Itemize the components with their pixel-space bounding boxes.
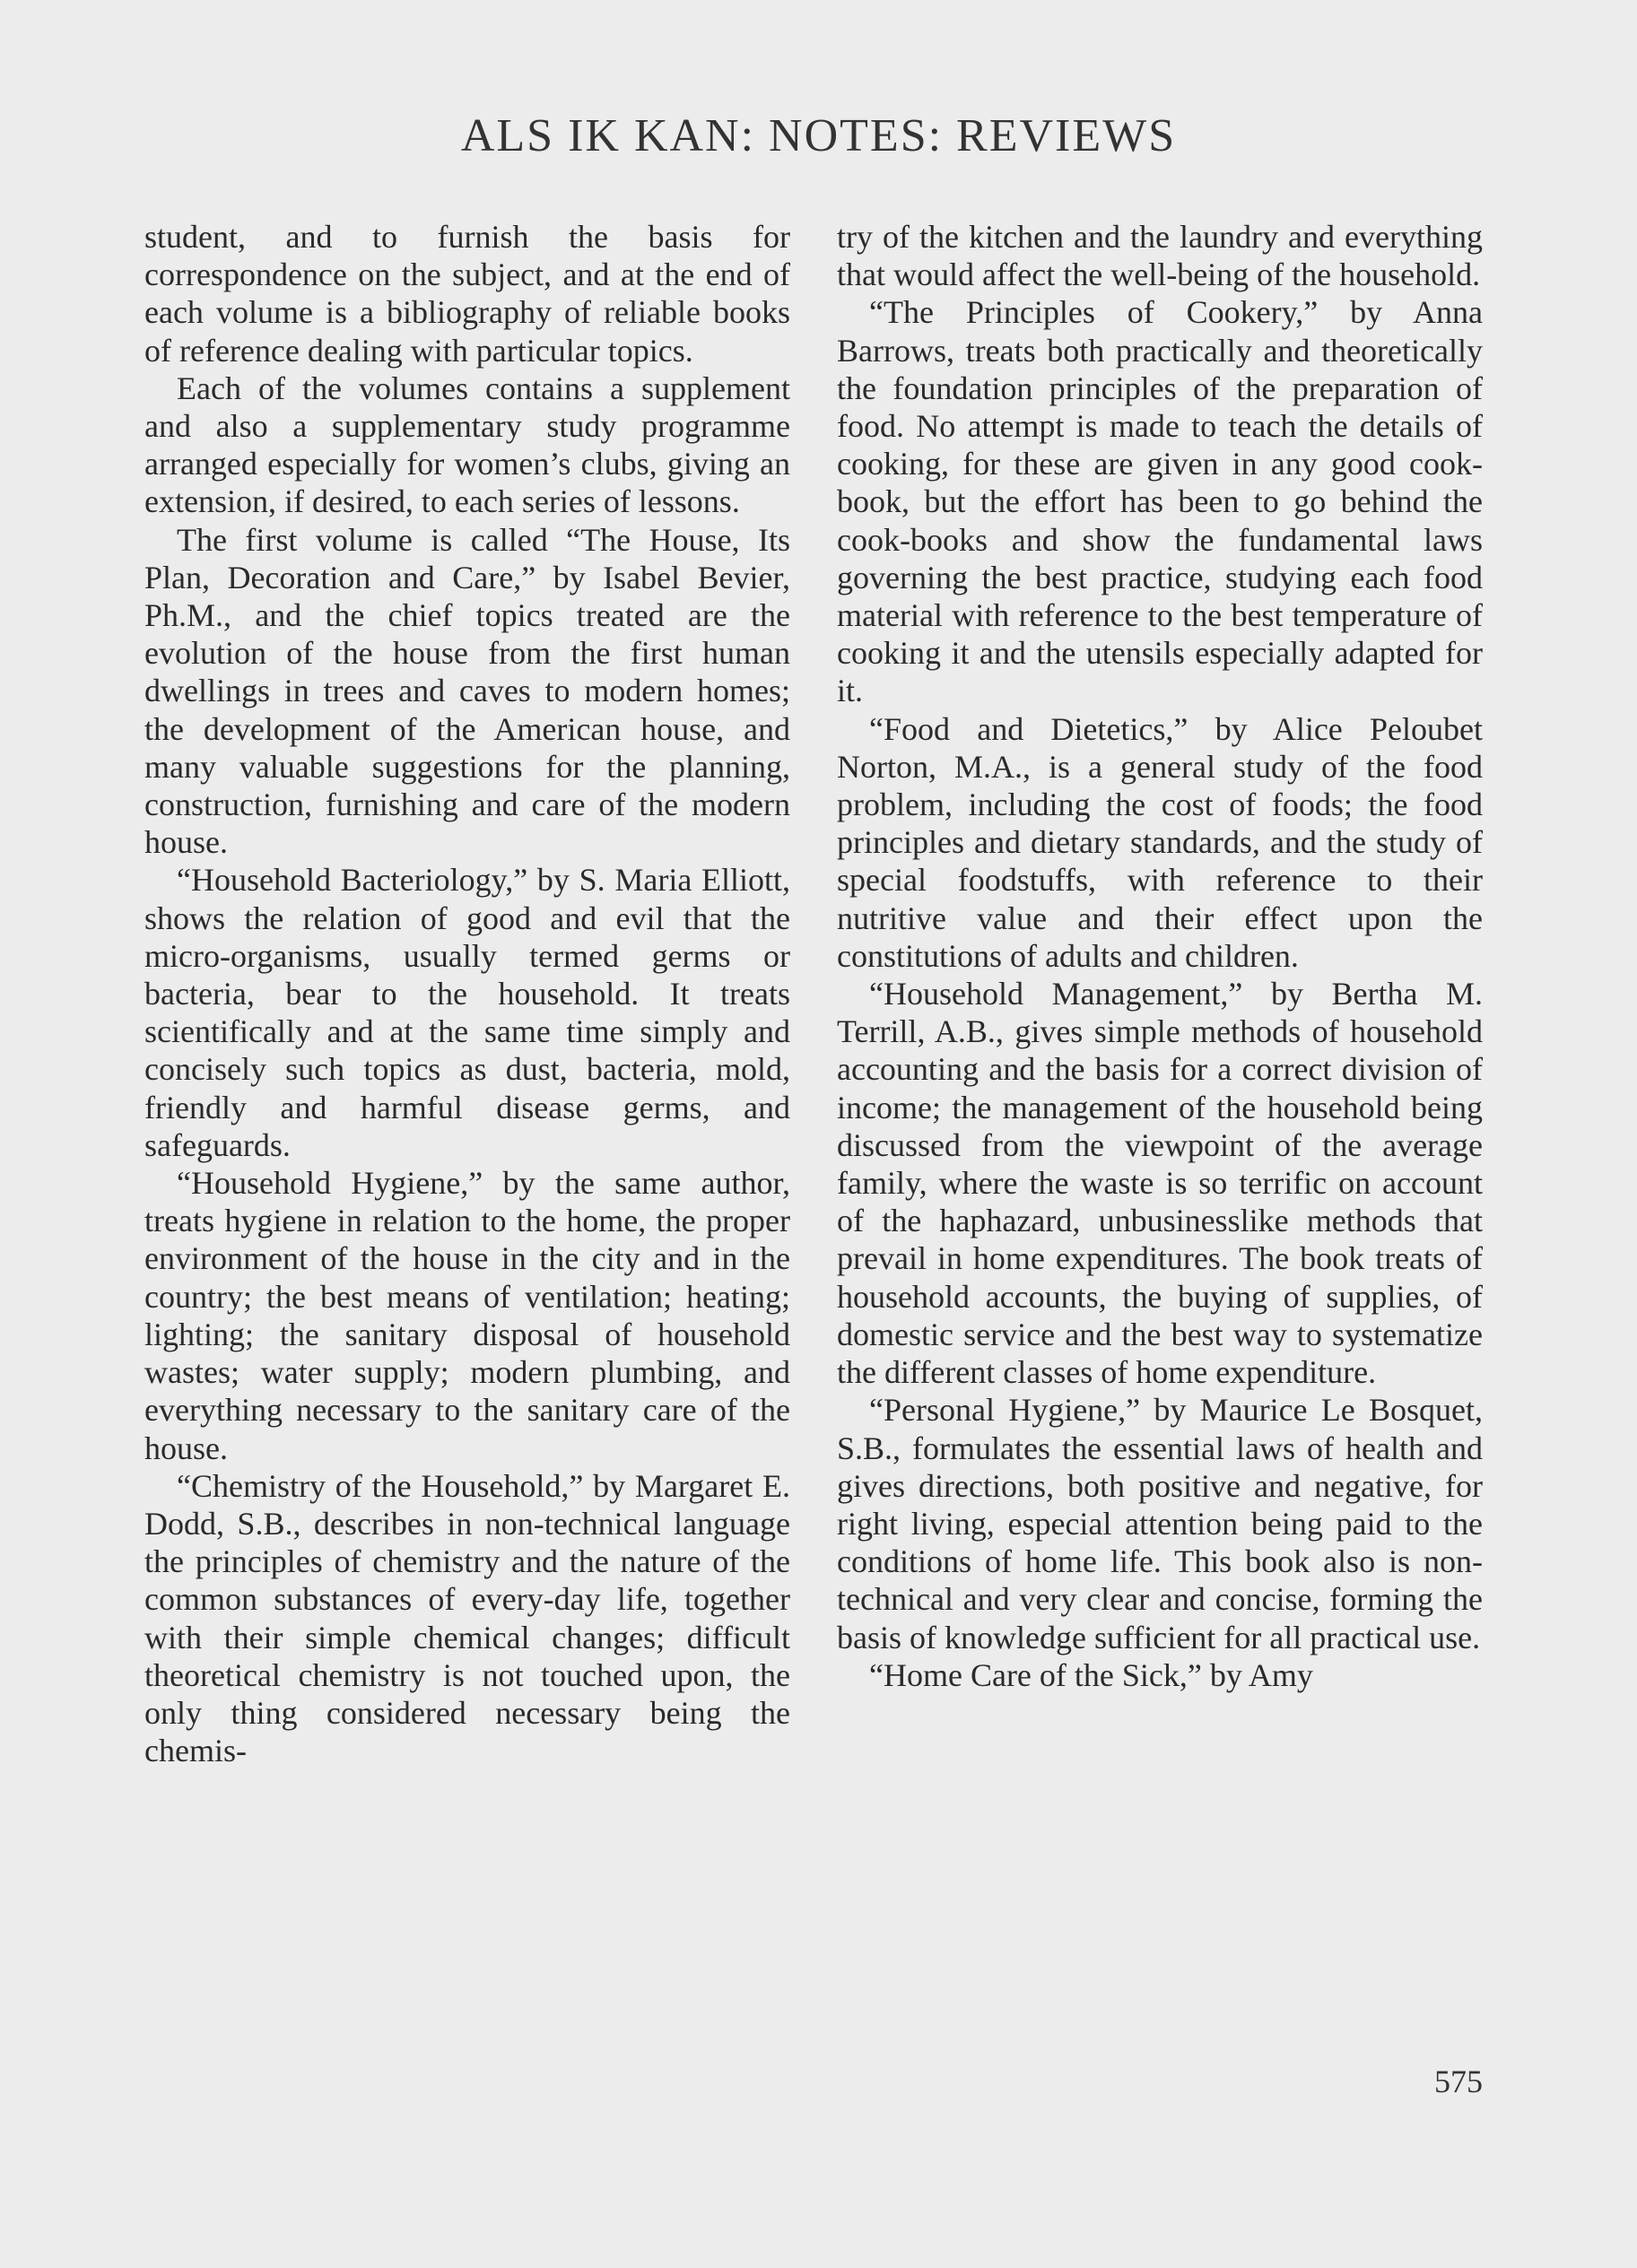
paragraph: “Food and Dietetics,” by Alice Peloubet Norton, M.A., is a general study of the food problem, including the cost of foods; the food principles and dietary standards, and the study of special foodstuffs, with reference to their nutritive value and their effect upon the constitutions of adults and children. [837,710,1483,974]
paragraph: “Household Hygiene,” by the same author, treats hygiene in relation to the home, the proper environment of the house in the city and in the country; the best means of ventilation; heating; lighting; the sanitary disposal of household wastes; water supply; modern plumbing, and everything necessary to the sanitary care of the house. [144,1165,790,1466]
right-column [837,218,1483,1694]
paragraph: The first volume is called “The House, Its Plan, Decoration and Care,” by Isabel Bevier, Ph.M., and the chief topics treated are the evolution of the house from the first human dwellings in trees and caves to modern homes; the development of the American house, and many valuable suggestions for the planning, construction, furnishing and care of the modern house. [144,521,790,861]
running-head: ALS IK KAN: NOTES: REVIEWS [460,110,1177,161]
paragraph: “The Principles of Cookery,” by Anna Barrows, treats both practically and theoretically the foundation principles of the preparation of food. No attempt is made to teach the details of cooking, for these are given in any good cook-book, but the effort has been to go behind the cook-books and show the fundamental laws governing the best practice, studying each food material with reference to the best temperature of cooking it and the utensils especially adapted for it. [837,294,1483,709]
paragraph: “Household Management,” by Bertha M. Terrill, A.B., gives simple methods of household accounting and the basis for a correct division of income; the management of the household being discussed from the viewpoint of the average family, where the waste is so terrific on account of the haphazard, unbusinesslike methods that prevail in home expenditures. The book treats of household accounts, the buying of supplies, of domestic service and the best way to systematize the different classes of home expenditure. [837,976,1483,1391]
paragraph: “Home Care of the Sick,” by Amy [869,1656,1313,1693]
paragraph: Each of the volumes contains a supplement and also a supplementary study programme arranged especially for women’s clubs, giving an extension, if desired, to each series of lessons. [144,369,790,520]
paragraph: “Household Bacteriology,” by S. Maria Elliott, shows the relation of good and evil that the micro-organisms, usually termed germs or bacteria, bear to the household. It treats scientifically and at the same time simply and concisely such topics as dust, bacteria, mold, friendly and harmful disease germs, and safeguards. [144,862,790,1163]
paragraph: “Chemistry of the Household,” by Margaret E. Dodd, S.B., describes in non-technical language the principles of chemistry and the nature of the common substances of every-day life, together with their simple chemical changes; difficult theoretical chemistry is not touched upon, the only thing considered necessary being the chemis- [144,1467,790,1769]
page-number: 575 [1434,2064,1483,2099]
paragraph: “Personal Hygiene,” by Maurice Le Bosquet, S.B., formulates the essential laws of health and gives directions, both positive and negative, for right living, especial attention being paid to the conditions of home life. This book also is non-technical and very clear and concise, forming the basis of knowledge sufficient for all practical use. [837,1392,1483,1655]
paragraph: try of the kitchen and the laundry and everything that would affect the well-being of the household. [837,219,1483,293]
left-column [144,218,790,1769]
paragraph: student, and to furnish the basis for correspondence on the subject, and at the end of each volume is a bibliography of reliable books of reference dealing with particular topics. [144,219,790,369]
